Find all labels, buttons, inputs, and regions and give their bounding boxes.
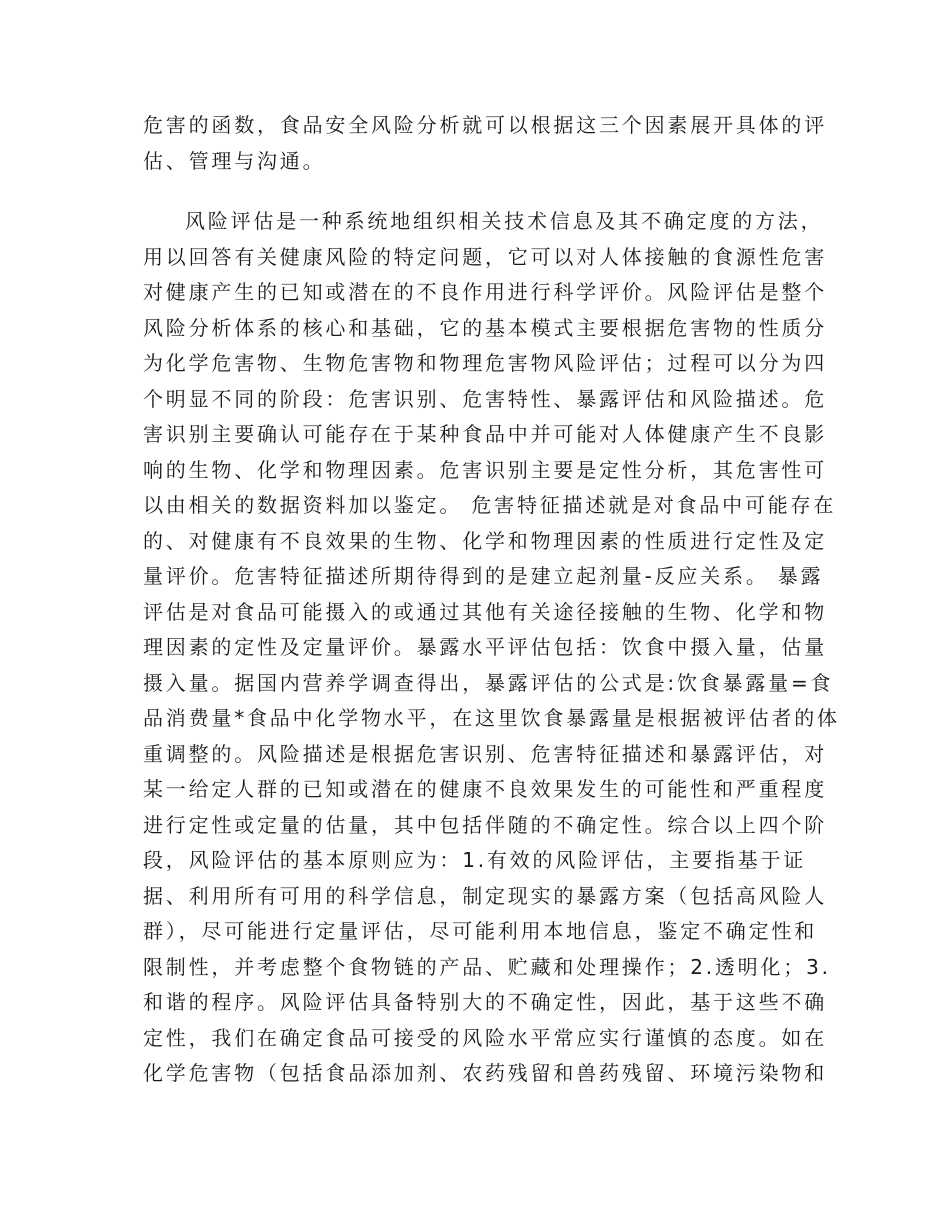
text-line: 定性，我们在确定食品可接受的风险水平常应实行谨慎的态度。如在 (143, 1025, 827, 1050)
text-line: 害识别主要确认可能存在于某种食品中并可能对人体健康产生不良影 (143, 422, 827, 446)
text-line: 用以回答有关健康风险的特定问题，它可以对人体接触的食源性危害 (143, 244, 827, 269)
text-line: 和谐的程序。风险评估具备特别大的不确定性，因此，基于这些不确 (143, 990, 827, 1014)
text-line: 对健康产生的已知或潜在的不良作用进行科学评价。风险评估是整个 (143, 280, 827, 304)
text-line: 段，风险评估的基本原则应为：1.有效的风险评估，主要指基于证 (143, 848, 807, 872)
text-line: 据、利用所有可用的科学信息，制定现实的暴露方案（包括高风险人 (143, 883, 827, 908)
text-line: 个明显不同的阶段：危害识别、危害特性、暴露评估和风险描述。危 (143, 386, 827, 411)
text-line: 限制性，并考虑整个食物链的产品、贮藏和处理操作；2.透明化；3. (143, 954, 831, 979)
text-line: 风险分析体系的核心和基础，它的基本模式主要根据危害物的性质分 (143, 315, 827, 340)
text-line: 量评价。危害特征描述所期待得到的是建立起剂量-反应关系。 暴露 (143, 564, 824, 588)
text-line: 评估是对食品可能摄入的或通过其他有关途径接触的生物、化学和物 (143, 599, 827, 624)
text-line: 危害的函数，食品安全风险分析就可以根据这三个因素展开具体的评 (143, 113, 827, 137)
text-line: 以由相关的数据资料加以鉴定。 危害特征描述就是对食品中可能存在 (143, 493, 837, 517)
text-line: 估、管理与沟通。 (143, 148, 326, 173)
text-line: 品消费量*食品中化学物水平，在这里饮食暴露量是根据被评估者的体 (143, 706, 840, 730)
text-line: 为化学危害物、生物危害物和物理危害物风险评估；过程可以分为四 (143, 351, 827, 375)
text-line: 化学危害物（包括食品添加剂、农药残留和兽药残留、环境污染物和 (143, 1061, 827, 1085)
text-line: 重调整的。风险描述是根据危害识别、危害特征描述和暴露评估，对 (143, 741, 827, 766)
text-line: 群），尽可能进行定量评估，尽可能利用本地信息，鉴定不确定性和 (143, 919, 817, 943)
text-line: 理因素的定性及定量评价。暴露水平评估包括：饮食中摄入量，估量 (143, 635, 827, 659)
text-line: 摄入量。据国内营养学调查得出，暴露评估的公式是:饮食暴露量=食 (143, 670, 834, 695)
text-line: 的、对健康有不良效果的生物、化学和物理因素的性质进行定性及定 (143, 528, 827, 553)
text-line: 响的生物、化学和物理因素。危害识别主要是定性分析，其危害性可 (143, 457, 827, 482)
text-line: 进行定性或定量的估量，其中包括伴随的不确定性。综合以上四个阶 (143, 812, 827, 837)
text-line: 风险评估是一种系统地组织相关技术信息及其不确定度的方法， (185, 209, 824, 233)
text-line: 某一给定人群的已知或潜在的健康不良效果发生的可能性和严重程度 (143, 777, 827, 801)
